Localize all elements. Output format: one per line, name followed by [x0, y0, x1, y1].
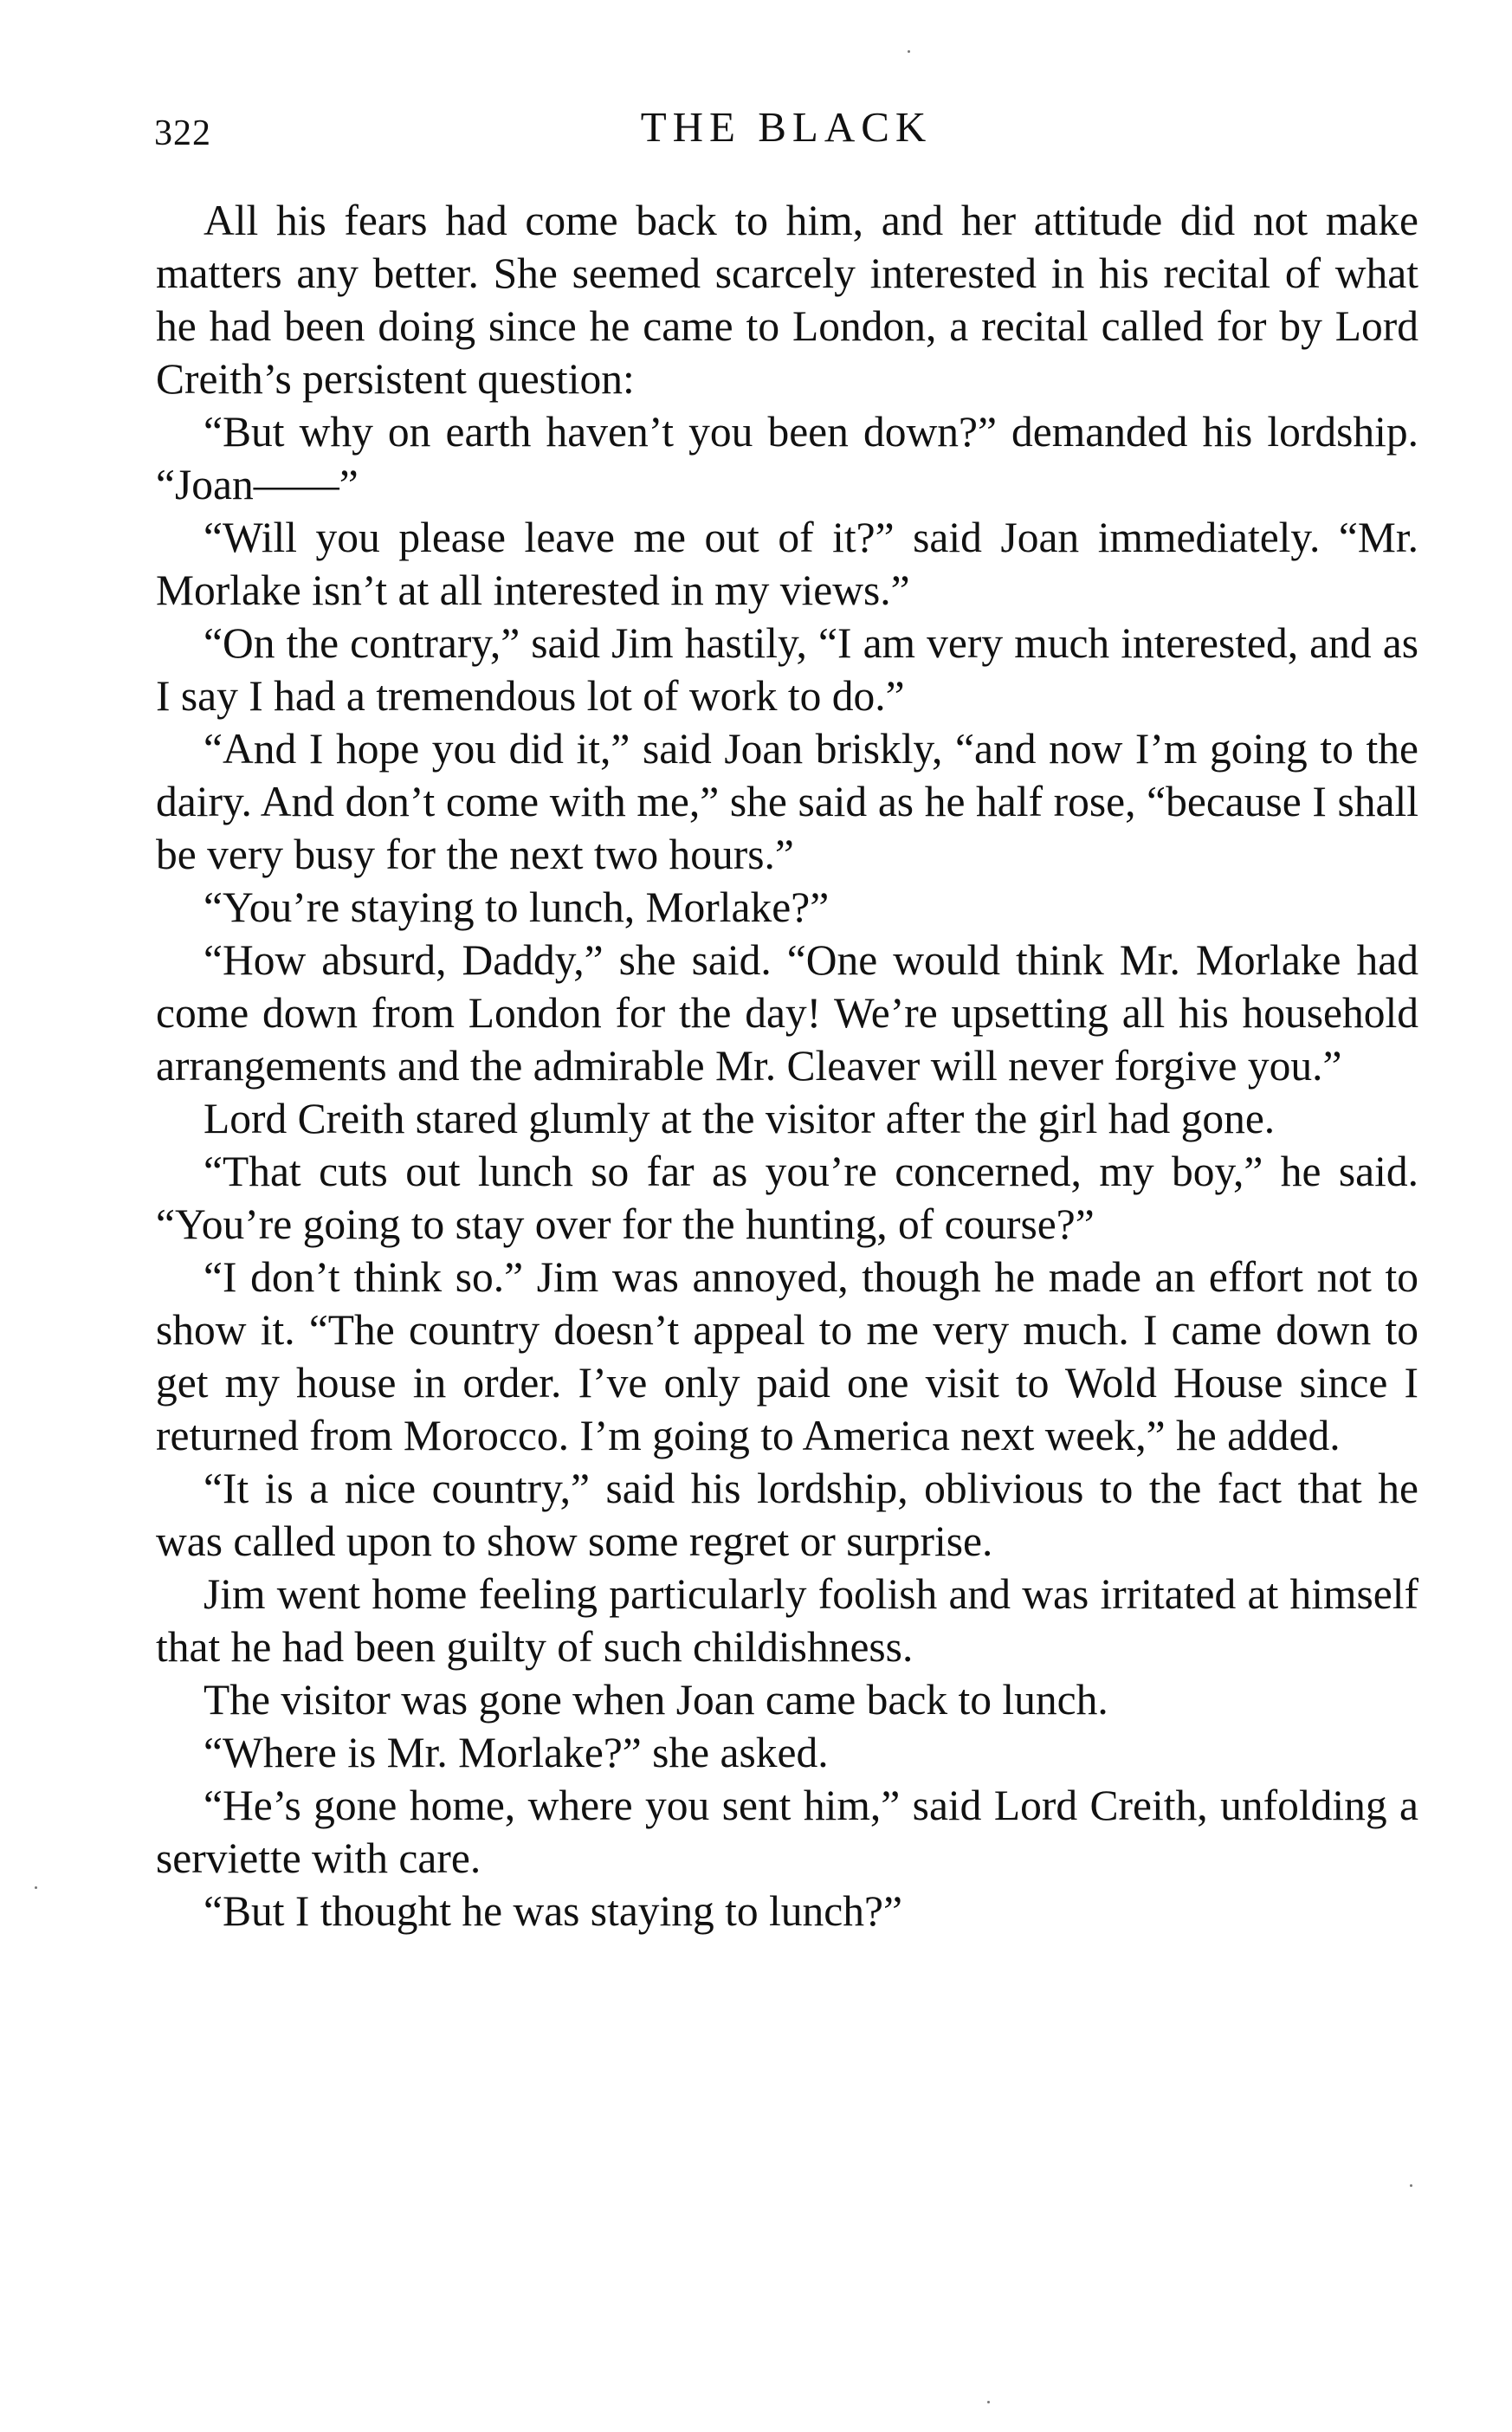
paragraph: “But why on earth haven’t you been down?” demanded his lordship. “Joan——”	[156, 408, 1418, 508]
page-number: 322	[154, 113, 211, 153]
paragraph: All his fears had come back to him, and her attitude did not make matters any better. She seemed scarcely interested in his recital of what he had been doing since he came to London, a recital called for by Lord Creith’s persistent question:	[156, 197, 1418, 403]
paragraph: “Where is Mr. Morlake?” she asked.	[204, 1729, 829, 1776]
paper-speck	[987, 2401, 990, 2403]
paper-speck	[908, 50, 910, 53]
paper-speck	[35, 1886, 37, 1889]
paragraph: “And I hope you did it,” said Joan briskly, “and now I’m going to the dairy. And don’t come with me,” she said as he half rose, “because I shall be very busy for the next two hours.”	[156, 725, 1418, 878]
paper-speck	[1410, 2184, 1412, 2187]
running-head	[154, 102, 1418, 154]
paragraph: “I don’t think so.” Jim was annoyed, though he made an effort not to show it. “The country doesn’t appeal to me very much. I came down to get my house in order. I’ve only paid one visit to Wold House since I returned from Morocco. I’m going to America next week,” he added.	[156, 1253, 1418, 1459]
paragraph: “He’s gone home, where you sent him,” said Lord Creith, unfolding a serviette with care.	[156, 1782, 1418, 1882]
paragraph: “On the contrary,” said Jim hastily, “I am very much interested, and as I say I had a tremendous lot of work to do.”	[156, 619, 1418, 720]
body-text	[156, 194, 1418, 1937]
paragraph: “But I thought he was staying to lunch?”	[204, 1887, 902, 1935]
paragraph: “How absurd, Daddy,” she said. “One would think Mr. Morlake had come down from London for the day! We’re upsetting all his household arrangements and the admirable Mr. Cleaver will never forgive you.”	[156, 936, 1418, 1090]
running-title: THE BLACK	[640, 103, 933, 151]
paragraph: The visitor was gone when Joan came back to lunch.	[204, 1676, 1108, 1724]
paragraph: “It is a nice country,” said his lordship, oblivious to the fact that he was called upon to show some regret or surprise.	[156, 1465, 1418, 1565]
paragraph: Lord Creith stared glumly at the visitor after the girl had gone.	[204, 1095, 1276, 1142]
paragraph: “You’re staying to lunch, Morlake?”	[204, 883, 830, 931]
paragraph: “Will you please leave me out of it?” said Joan immediately. “Mr. Morlake isn’t at all interested in my views.”	[156, 514, 1418, 614]
paragraph: Jim went home feeling particularly foolish and was irritated at himself that he had been guilty of such childishness.	[156, 1570, 1418, 1671]
paragraph: “That cuts out lunch so far as you’re concerned, my boy,” he said. “You’re going to stay over for the hunting, of course?”	[156, 1148, 1418, 1248]
